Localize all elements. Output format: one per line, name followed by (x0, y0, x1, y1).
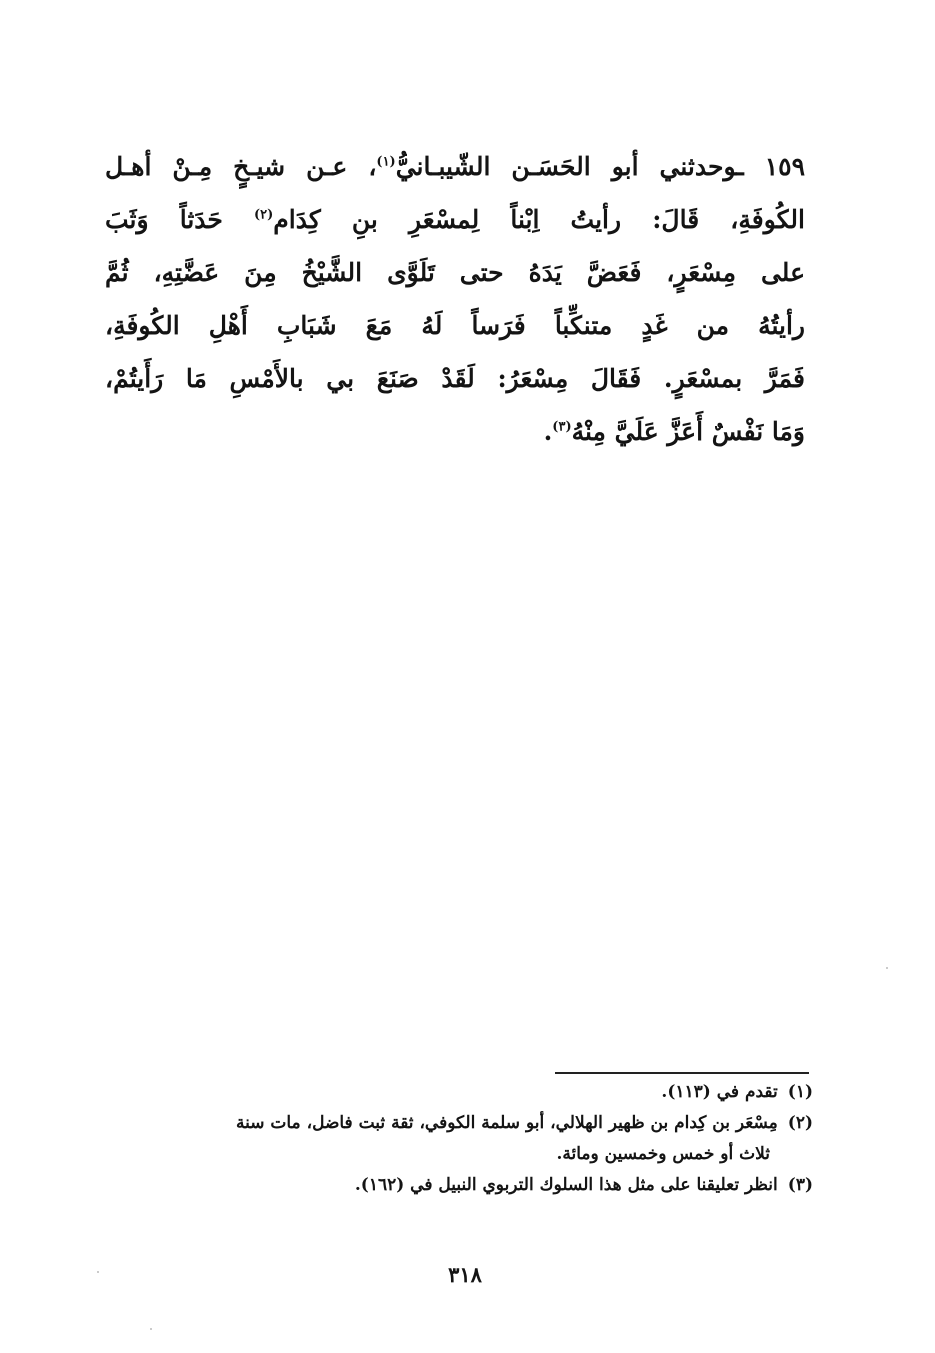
text-line-4: رأيتُهُ من غَدٍ متنكِّباً فَرَساً لَهُ مَعَ شَبَابِ أَهْلِ الكُوفَةِ، (105, 311, 805, 340)
text-line-2 (105, 193, 805, 246)
text-line-1 (105, 140, 805, 193)
page-number: ٣١٨ (448, 1262, 482, 1287)
text-line-3: على مِسْعَرٍ، فَعَضَّ يَدَهُ حتى تَلَوَّى الشَّيْخُ مِنَ عَضَّتِهِ، ثُمَّ (105, 258, 805, 287)
scan-speck (97, 1271, 99, 1273)
scan-speck (150, 1328, 152, 1330)
footnote-2 (118, 1108, 813, 1170)
footnote-ref-3: (٣) (552, 419, 572, 435)
main-text-block (105, 140, 805, 458)
footnote-text: تقدم في (١١٣). (661, 1082, 778, 1102)
footnote-ref-1: (١) (376, 154, 396, 170)
footnote-number: (٣) (787, 1175, 813, 1195)
footnote-3 (118, 1170, 813, 1201)
text-segment: وَمَا نَفْسٌ أَعَزَّ عَلَيَّ مِنْهُ (571, 417, 805, 446)
footnote-1 (118, 1077, 813, 1108)
paragraph-number: ١٥٩ ـ (736, 152, 806, 181)
footnote-number: (٢) (787, 1113, 813, 1133)
text-line-6 (105, 405, 805, 458)
footnote-number: (١) (787, 1082, 813, 1102)
footnote-continuation: ثلاث أو خمس وخمسين ومائة. (556, 1144, 770, 1164)
footnote-text: انظر تعليقنا على مثل هذا السلوك التربوي النبيل في (١٦٢). (354, 1175, 778, 1195)
footnotes-section (118, 1077, 813, 1201)
text-segment: . (543, 417, 553, 446)
text-segment: الكُوفَةِ، قَالَ: رأيتُ اِبْناً لِمسْعَرِ بنِ كِدَام (273, 205, 805, 234)
footnote-text: مِسْعَر بن كِدام بن ظهير الهلالي، أبو سلمة الكوفي، ثقة ثبت فاضل، مات سنة (235, 1113, 778, 1133)
footnote-ref-2: (٢) (254, 207, 274, 223)
text-segment: حَدَثاً وَثَبَ (105, 205, 223, 234)
text-segment: وحدثني أبو الحَسَـن الشّيبـانيُّ (395, 152, 737, 181)
scan-speck (886, 967, 888, 969)
footnote-separator (555, 1072, 809, 1074)
text-line-5: فَمَرَّ بمسْعَرٍ. فَقَالَ مِسْعَرُ: لَقَدْ صَنَعَ بي بالأَمْسِ مَا رَأَيتُمْ، (105, 364, 805, 393)
text-segment: ، عـن شيـخٍ مِـنْ أهـل (105, 152, 377, 181)
